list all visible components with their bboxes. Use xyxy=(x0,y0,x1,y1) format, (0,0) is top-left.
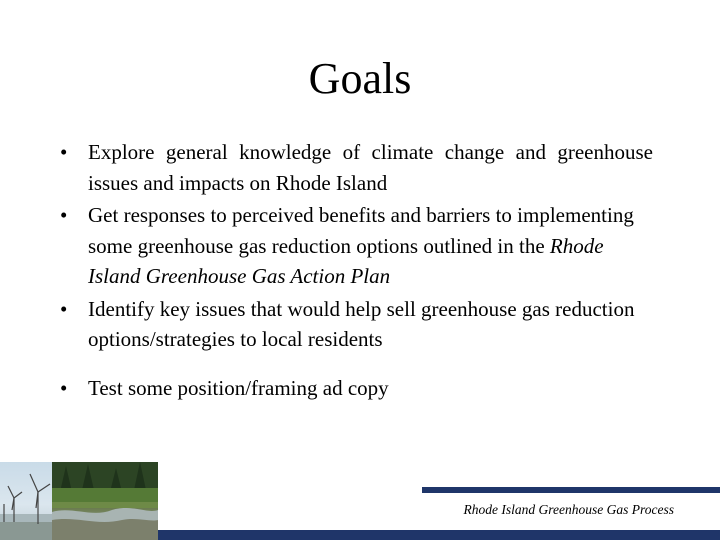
bullet-icon: • xyxy=(60,375,68,400)
bullet-text: Explore general knowledge of climate change and greenhouse issues and impacts on Rhode Island xyxy=(88,140,653,195)
footer-text: Rhode Island Greenhouse Gas Process xyxy=(463,502,674,517)
bullet-item xyxy=(60,200,653,292)
bullet-text: Get responses to perceived benefits and barriers to implementing some greenhouse gas reduction options outlined in the xyxy=(88,203,634,258)
bullet-icon: • xyxy=(60,203,68,227)
bullet-item xyxy=(60,294,653,355)
bullet-list xyxy=(60,137,653,405)
bullet-item xyxy=(60,137,653,198)
wind-turbine-photo xyxy=(0,462,52,540)
slide-title: Goals xyxy=(308,54,412,103)
bullet-text: Identify key issues that would help sell greenhouse gas reduction options/strategies to local residents xyxy=(88,296,635,351)
bullet-icon: • xyxy=(60,296,68,321)
footer-bar-bottom xyxy=(158,530,720,540)
footer-bar-top xyxy=(422,487,720,493)
bullet-item xyxy=(60,373,653,404)
bullet-icon: • xyxy=(60,140,68,164)
bullet-text: Test some position/framing ad copy xyxy=(88,375,389,400)
river-landscape-photo xyxy=(52,462,158,540)
bullet-emphasis-text: Rhode Island Greenhouse Gas Action Plan xyxy=(88,233,604,288)
